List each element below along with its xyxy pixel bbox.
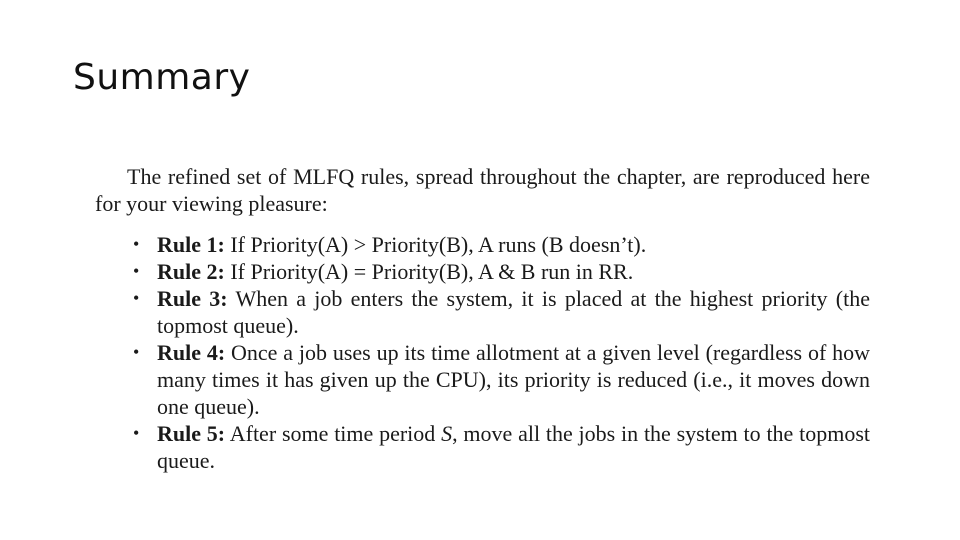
bullet-icon: • <box>133 423 140 443</box>
bullet-icon: • <box>133 288 140 308</box>
bullet-icon: • <box>133 342 140 362</box>
rule-text: If Priority(A) > Priority(B), A runs (B doesn’t). <box>230 232 647 257</box>
rule-text-before: After some time period <box>229 421 436 446</box>
rule-text: If Priority(A) = Priority(B), A & B run in RR. <box>230 259 634 284</box>
rule-text: When a job enters the system, it is placed at the highest priority (the topmost queue). <box>157 286 870 338</box>
rule-item-1 <box>133 231 870 258</box>
rule-item-5 <box>133 420 871 474</box>
rule-label: Rule 5: <box>157 421 226 446</box>
rule-text: Once a job uses up its time allotment at a given level (regardless of how many times it has given up the CPU), its priority is reduced (i.e., it moves down one queue). <box>157 340 871 419</box>
bullet-icon: • <box>133 261 140 281</box>
rules-list <box>95 231 870 474</box>
rule-text-after: , move all the jobs in the system to the topmost queue. <box>157 421 871 473</box>
rule-variable: S <box>441 421 453 446</box>
rule-item-4 <box>133 339 871 420</box>
textbook-excerpt <box>95 163 870 474</box>
rule-label: Rule 2: <box>157 259 225 284</box>
rule-label: Rule 4: <box>157 340 226 365</box>
rule-label: Rule 3: <box>157 286 228 311</box>
rule-label: Rule 1: <box>157 232 225 257</box>
excerpt-intro: The refined set of MLFQ rules, spread throughout the chapter, are reproduced here for your viewing pleasure: <box>95 164 870 216</box>
rule-item-2 <box>133 258 870 285</box>
rule-item-3 <box>133 285 870 339</box>
bullet-icon: • <box>133 234 140 254</box>
slide-title: Summary <box>73 57 251 98</box>
